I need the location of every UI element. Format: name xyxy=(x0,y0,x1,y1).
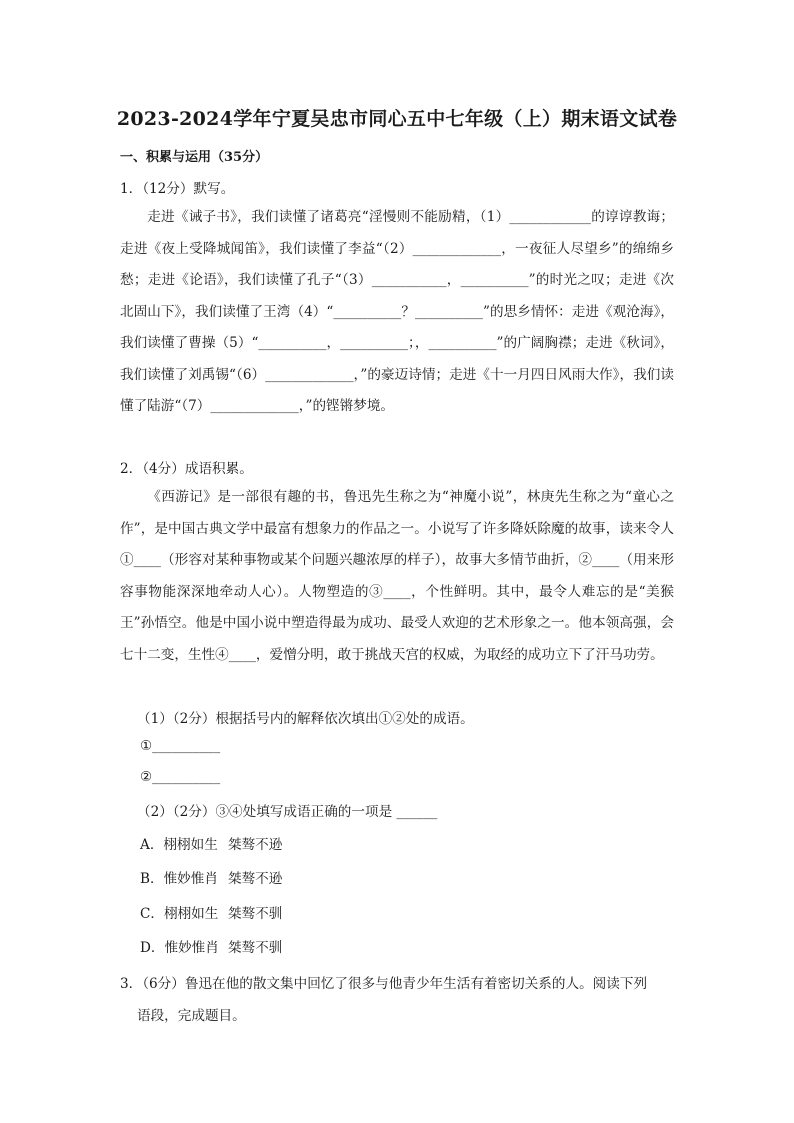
option-label: C．栩栩如生 xyxy=(140,906,219,922)
option-label: D．惟妙惟肖 xyxy=(140,940,219,956)
question-3-line2: 语段，完成题目。 xyxy=(137,1008,246,1024)
option-word: 桀骜不驯 xyxy=(228,906,283,922)
question-2-passage: 《西游记》是一部很有趣的书，鲁迅先生称之为“神魔小说”，林庚先生称之为“童心之作”，是中国古典文学中最富有想象力的作品之一。小说写了许多降妖除魔的故事，读来令人①____（形容对某种事物或某个问题兴趣浓厚的样子），故事大多情节曲折，②____（用来形容事物能深深地牵动人心）。人物塑造的③____，个性鲜明。其中，最令人难忘的是“美猴王”孙悟空。他是中国小说中塑造得最为成功、最受人欢迎的艺术形象之一。他本领高强，会七十二变，生性④____，爱憎分明，敢于挑战天宫的权威，为取经的成功立下了汗马功劳。 xyxy=(120,489,674,663)
exam-title: 2023-2024学年宁夏吴忠市同心五中七年级（上）期末语文试卷 xyxy=(116,108,678,130)
option-label: A．栩栩如生 xyxy=(140,837,218,853)
answer-blank-2: ②__________ xyxy=(140,769,221,785)
option-word: 桀骜不驯 xyxy=(228,940,283,956)
option-word: 桀骜不逊 xyxy=(228,837,283,853)
option-b xyxy=(140,867,282,887)
question-2-sub2: （2）（2分）③④处填写成语正确的一项是 ______ xyxy=(137,804,438,820)
answer-blank-1: ①__________ xyxy=(140,738,221,754)
question-1-body: 走进《诫子书》，我们读懂了诸葛亮“淫慢则不能励精，（1）____________的谆谆教诲；走进《夜上受降城闻笛》，我们读懂了李益“（2）_____________，一夜征人尽望乡”的绵绵乡愁；走进《论语》，我们读懂了孔子“（3）___________，__________”的时光之叹；走进《次北固山下》，我们读懂了王湾（4）“__________？__________”的思乡情怀：走进《观沧海》，我们读懂了曹操（5）“__________，__________；，__________”的广阔胸襟；走进《秋词》，我们读懂了刘禹锡“（6）_____________，”的豪迈诗情；走进《十一月四日风雨大作》，我们读懂了陆游“（7）_____________，”的铿锵梦境。 xyxy=(120,209,674,414)
option-label: B．惟妙惟肖 xyxy=(140,871,218,887)
option-word: 桀骜不逊 xyxy=(228,871,283,887)
option-d xyxy=(140,936,282,956)
question-2-sub1: （1）（2分）根据括号内的解释依次填出①②处的成语。 xyxy=(137,711,474,727)
question-3-line1: 3．（6分）鲁迅在他的散文集中回忆了很多与他青少年生活有着密切关系的人。阅读下列 xyxy=(120,976,648,992)
option-a xyxy=(140,833,282,853)
option-c xyxy=(140,902,282,922)
question-2-stem: 2．（4分）成语积累。 xyxy=(120,461,253,477)
section-heading: 一、积累与运用（35分） xyxy=(120,150,269,165)
question-1-stem: 1．（12分）默写。 xyxy=(120,181,235,197)
